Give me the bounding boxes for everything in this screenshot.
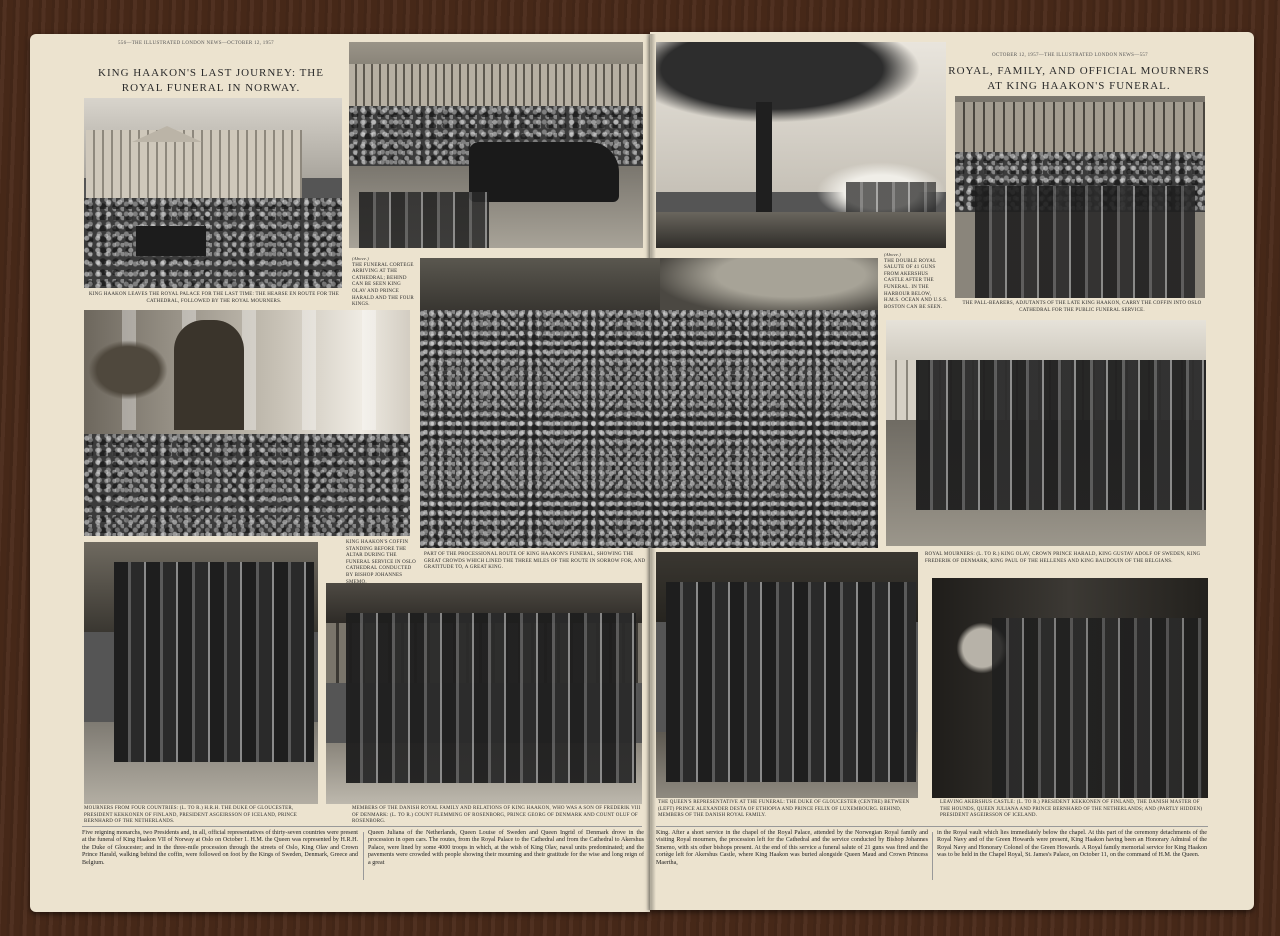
- caption-coffin: KING HAAKON'S COFFIN STANDING BEFORE THE ALTAR DURING THE FUNERAL SERVICE IN OSLO CATHEDRAL CONDUCTED BY BISHOP JOHANNES: [346, 540, 416, 578]
- caption-danish-royal-family: MEMBERS OF THE DANISH ROYAL FAMILY AND RELATIONS OF KING HAAKON, WHO WAS A SON OF FREDERIK VIII OF DENMARK: (L. TO R.) COUNT FLEMMING OF ROSENBORG, PRINCE GEORG OF DENMARK AND COUNT OLUF OF ROSENBORG.: [352, 806, 641, 825]
- column-divider-left: [363, 832, 364, 880]
- right-title-line-2: AT KING HAAKON'S FUNERAL.: [987, 80, 1171, 92]
- left-title-line-2: ROYAL FUNERAL IN NORWAY.: [121, 82, 301, 94]
- column-divider-right: [932, 832, 933, 880]
- photo-funeral-cortege: [349, 42, 643, 248]
- caption-four-countries: MOURNERS FROM FOUR COUNTRIES: (L. TO R.) H.R.H. THE DUKE OF GLOUCESTER, PRESIDENT KEKKONEN OF FINLAND, PRESIDENT ASGEIRSSON OF ICELAND, PRINCE BERNHARD OF THE NETHERLANDS.: [84, 806, 297, 825]
- caption-leaving-akershus: LEAVING AKERSHUS CASTLE: (L. TO R.) PRESIDENT KEKKONEN OF FINLAND, THE DANISH MASTER OF THE HOUNDS, QUEEN JULIANA AND PRINCE BERNHARD OF THE NETHERLANDS; AND (PARTLY HIDDEN) PRESIDENT ASGEIRSSON OF ICELAND.: [940, 800, 1203, 819]
- right-body-rule: [656, 826, 1208, 827]
- left-page-header: 556—THE ILLUSTRATED LONDON NEWS—OCTOBER 12, 1957: [118, 41, 274, 46]
- caption-salute-text: THE DOUBLE ROYAL SALUTE OF 41 GUNS FROM AKERSHUS CASTLE AFTER THE FUNERAL. IN THE HARBOUR BELOW, H.M.S. OCEAN AND U.S.S. BOSTON CAN BE SEEN.: [884, 258, 948, 310]
- caption-queens-representative: THE QUEEN'S REPRESENTATIVE AT THE FUNERAL: THE DUKE OF GLOUCESTER (CENTRE) BETWEEN (LEFT) PRINCE ALEXANDER DESTA OF ETHIOPIA AND PRINCE FELIX OF LUXEMBOURG. BEHIND, MEMBERS OF THE DANISH ROYAL FAMILY.: [658, 800, 910, 819]
- right-page-header: OCTOBER 12, 1957—THE ILLUSTRATED LONDON NEWS—557: [992, 53, 1148, 58]
- body-text-column-3: King. After a short service in the chapel of the Royal Palace, attended by the Norwegian Royal family and visiting Royal mourners, the procession left for the Cathedral and the service conducted by Bishop Johannes Smemo, with six other bishops present. At the end of this service a funeral salute of 21 guns was fired and the cortège left for Akershus Castle, where King Haakon was buried alongside Queen Maud and Crown Princess Maertha,: [656, 830, 928, 866]
- caption-cortege-text: THE FUNERAL CORTEGE ARRIVING AT THE CATHEDRAL; BEHIND CAN BE SEEN KING OLAV AND PRINCE HARALD AND THE FOUR KINGS.: [352, 262, 414, 308]
- photo-four-countries: [84, 542, 318, 804]
- caption-gun-salute: [884, 252, 948, 311]
- body-text-column-4: in the Royal vault which lies immediately below the chapel. At this part of the ceremony detachments of the Royal Navy and of the Green Howards were present, King Haakon having been an Honorary Admiral of the Royal Navy and Honorary Colonel of the Green Howards. A Royal family memorial service for King Haakon was to be held in the Chapel Royal, St. James's Palace, on October 11, on the command of H.M. the Queen.: [937, 830, 1207, 859]
- photo-danish-royal-family: [326, 583, 642, 804]
- photo-queens-representative: [656, 552, 918, 798]
- caption-funeral-cortege: [352, 256, 414, 309]
- photo-cathedral-interior: [84, 310, 410, 536]
- left-body-rule: [82, 826, 642, 827]
- caption-cortege-tag: (Above.): [352, 256, 369, 261]
- left-title-line-1: KING HAAKON'S LAST JOURNEY: THE: [98, 67, 324, 79]
- caption-pall-bearers: THE PALL-BEARERS, ADJUTANTS OF THE LATE KING HAAKON, CARRY THE COFFIN INTO OSLO CATHEDRAL FOR THE PUBLIC FUNERAL SERVICE.: [962, 301, 1202, 313]
- photo-leaving-akershus: [932, 578, 1208, 798]
- photo-gun-salute: [656, 42, 946, 248]
- caption-salute-tag: (Above.): [884, 252, 901, 257]
- body-text-column-2: Queen Juliana of the Netherlands, Queen Louise of Sweden and Queen Ingrid of Denmark drove in the procession in open cars. The routes, from the Royal Palace to the Cathedral and from the Cathedral to Akershus Palace, were lined by some 4000 troops in which, at the wish of King Olav, naval units predominated; and the pavements were crowded with people showing their mourning and their gratitude for the wise and long reign of a great: [368, 830, 644, 866]
- right-title-line-1: ROYAL, FAMILY, AND OFFICIAL MOURNERS: [948, 65, 1210, 77]
- caption-royal-palace: KING HAAKON LEAVES THE ROYAL PALACE FOR THE LAST TIME: THE HEARSE EN ROUTE FOR THE CATHEDRAL, FOLLOWED BY THE ROYAL MOURNERS.: [89, 292, 339, 304]
- photo-processional-route: [420, 258, 878, 548]
- right-page-title: [948, 64, 1210, 94]
- caption-processional-route: PART OF THE PROCESSIONAL ROUTE OF KING HAAKON'S FUNERAL, SHOWING THE GREAT CROWDS WHICH LINED THE THREE MILES OF THE ROUTE IN SORROW FOR, AND GRATITUDE TO, A GREAT KING.: [424, 552, 646, 571]
- photo-pall-bearers: [955, 96, 1205, 298]
- caption-royal-mourners: ROYAL MOURNERS: (L. TO R.) KING OLAV, CROWN PRINCE HARALD, KING GUSTAV ADOLF OF SWEDEN, KING FREDERIK OF DENMARK, KING PAUL OF THE HELLENES AND KING BAUDOUIN OF THE BELGIANS.: [925, 552, 1201, 564]
- body-text-column-1: Five reigning monarchs, two Presidents and, in all, official representatives of thirty-seven countries were present at the funeral of King Haakon VII of Norway at Oslo on October 1. H.M. the Queen was represented by H.R.H. the Duke of Gloucester; and in the three-mile procession through the streets of Oslo, King Olav and Crown Prince Harald, walking behind the coffin, were followed on foot by the Kings of Sweden, Denmark, Greece and Belgium.: [82, 830, 358, 866]
- photo-royal-mourners: [886, 320, 1206, 546]
- photo-royal-palace: [84, 98, 342, 288]
- left-page-title: [76, 66, 346, 96]
